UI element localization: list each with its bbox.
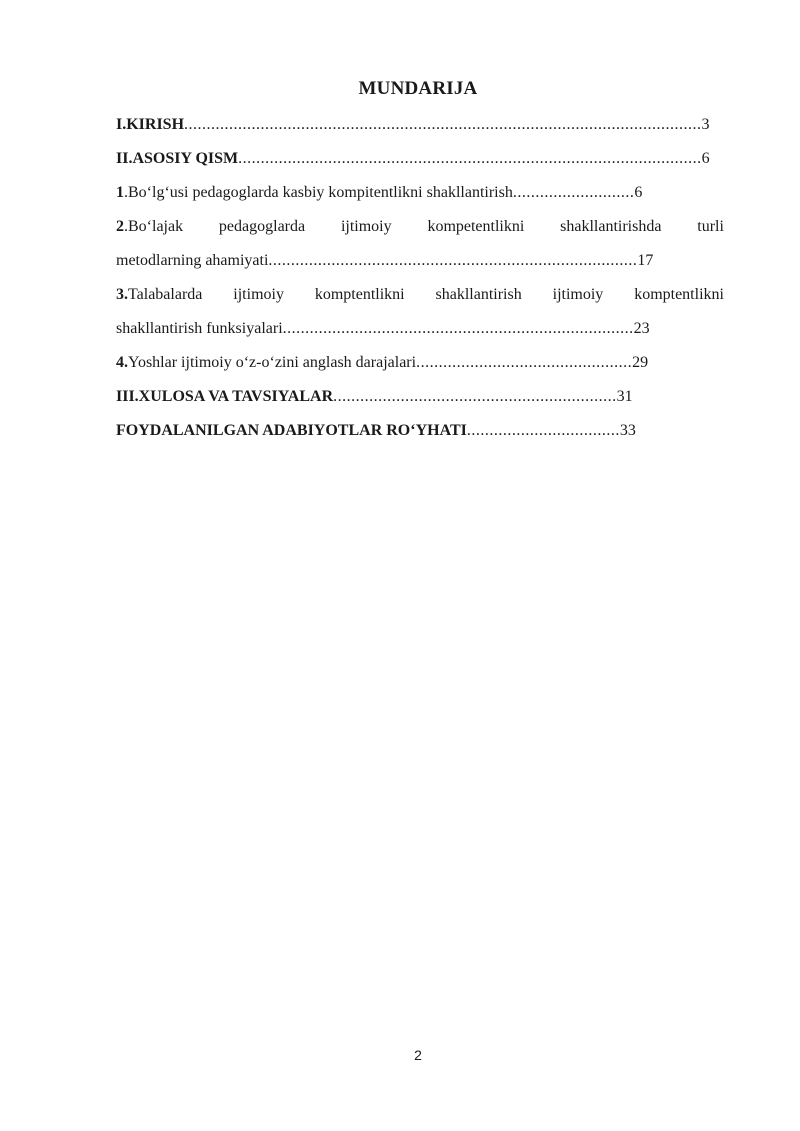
toc-entry-page: 33 xyxy=(619,422,636,439)
toc-entry-dots: .................................................................................. xyxy=(268,252,638,269)
toc-entry-word: turli xyxy=(697,218,724,235)
toc-entry-label: I.KIRISH xyxy=(116,116,185,133)
toc-entry-second-line xyxy=(116,317,724,341)
toc-entry-text: Yoshlar ijtimoiy o‘z-o‘zini anglash darajalari xyxy=(128,354,417,371)
toc-entry-dots: ....................................................................................................... xyxy=(238,150,702,167)
toc-entry-word: pedagoglarda xyxy=(218,218,306,235)
toc-entry-dots: ............................................................... xyxy=(333,388,617,405)
toc-entry-text: .Bo‘lg‘usi pedagoglarda kasbiy kompitentlikni shakllantirish xyxy=(124,184,513,201)
toc-entry-dots: ................................................................................................................... xyxy=(184,116,702,133)
toc-entry-word: ijtimoiy xyxy=(233,286,284,303)
toc-entry-number: 1 xyxy=(116,184,124,201)
toc-entry-dots: .............................................................................. xyxy=(282,320,634,337)
toc-entry-dots: ................................................ xyxy=(416,354,633,371)
toc-entry-page: 6 xyxy=(701,150,710,167)
toc-entry-text: metodlarning ahamiyati xyxy=(116,252,269,269)
toc-entry-section-2[interactable] xyxy=(116,215,724,283)
toc-title: MUNDARIJA xyxy=(358,78,478,99)
toc-entry-word: shakllantirishda xyxy=(560,218,662,235)
toc-entry-word: komptentlikni xyxy=(634,286,724,303)
toc-entry-number: 2 xyxy=(116,218,124,235)
toc-entry-label: II.ASOSIY QISM xyxy=(116,150,239,167)
toc-entry-word: shakllantirish xyxy=(435,286,522,303)
toc-entry-label: FOYDALANILGAN ADABIYOTLAR RO‘YHATI xyxy=(116,422,467,439)
toc-entry-asosiy-qism[interactable] xyxy=(116,147,724,181)
toc-entry-page: 29 xyxy=(632,354,649,371)
toc-entry-section-3[interactable] xyxy=(116,283,724,351)
table-of-contents xyxy=(116,113,724,453)
toc-entry-word: komptentlikni xyxy=(314,286,405,303)
toc-entry-label: III.XULOSA VA TAVSIYALAR xyxy=(116,388,334,405)
toc-entry-page: 23 xyxy=(633,320,650,337)
toc-entry-number: 4. xyxy=(116,354,128,371)
toc-entry-first-line xyxy=(116,283,724,307)
page-number: 2 xyxy=(414,1047,422,1063)
toc-entry-section-1[interactable] xyxy=(116,181,724,215)
toc-entry-word: kompetentlikni xyxy=(427,218,525,235)
toc-entry-word: ijtimoiy xyxy=(340,218,392,235)
toc-entry-word: Talabalarda xyxy=(128,286,203,303)
toc-entry-text: shakllantirish funksiyalari xyxy=(116,320,283,337)
toc-entry-word: ijtimoiy xyxy=(552,286,604,303)
toc-entry-xulosa[interactable] xyxy=(116,385,724,419)
toc-entry-page: 6 xyxy=(634,184,643,201)
toc-entry-section-4[interactable] xyxy=(116,351,724,385)
toc-entry-dots: .................................. xyxy=(466,422,620,439)
toc-entry-adabiyotlar[interactable] xyxy=(116,419,724,453)
toc-entry-kirish[interactable] xyxy=(116,113,724,147)
toc-entry-word: .Bo‘lajak xyxy=(124,218,184,235)
toc-entry-dots: ........................... xyxy=(512,184,635,201)
toc-entry-page: 3 xyxy=(701,116,710,133)
toc-entry-page: 17 xyxy=(637,252,654,269)
toc-entry-page: 31 xyxy=(616,388,633,405)
toc-entry-number: 3. xyxy=(116,286,128,303)
toc-entry-first-line xyxy=(116,215,724,239)
toc-entry-second-line xyxy=(116,249,724,273)
